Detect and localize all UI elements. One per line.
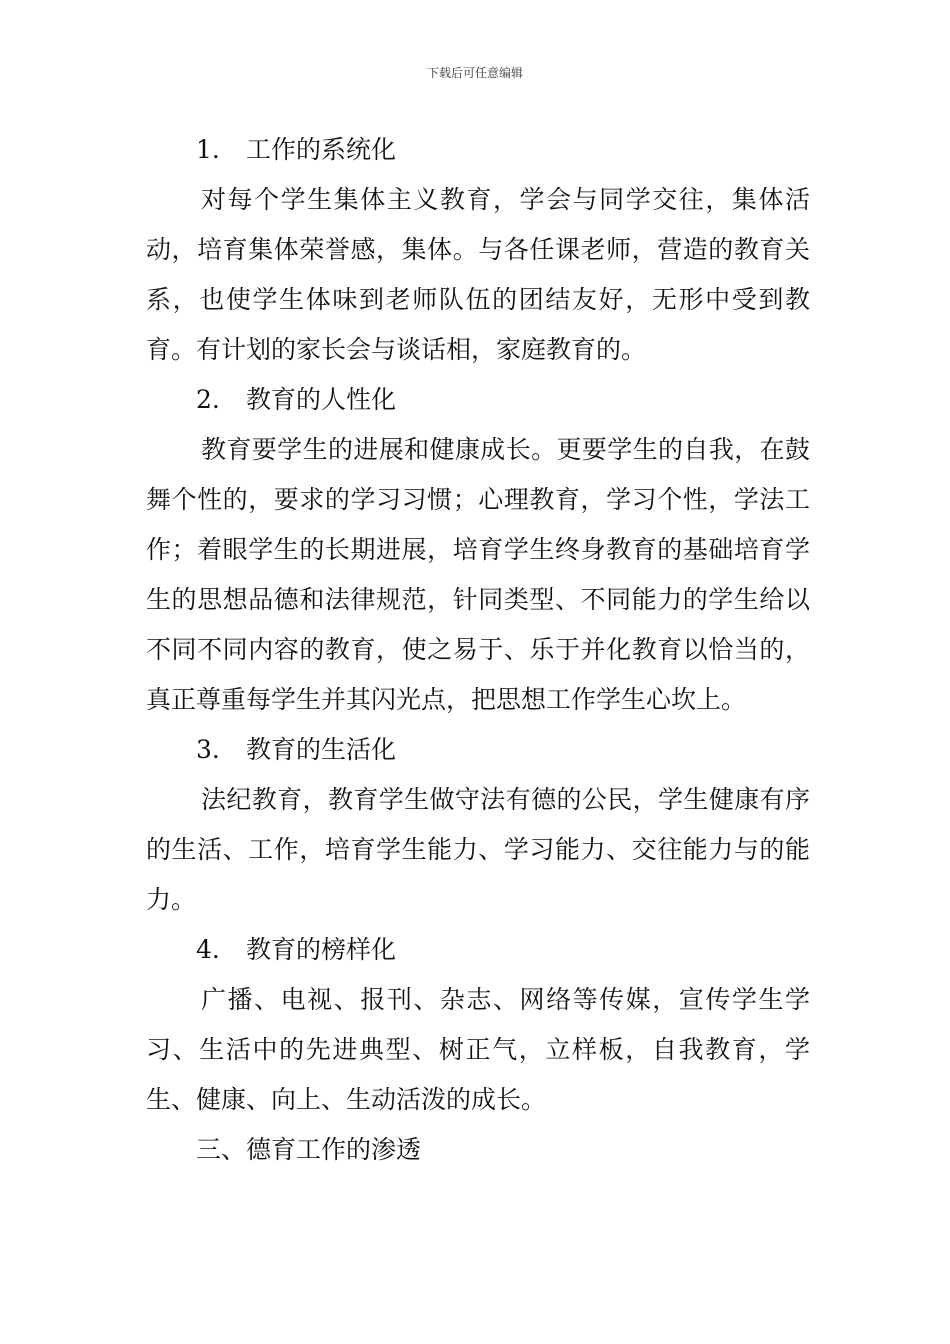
section-paragraph-1: 对每个学生集体主义教育，学会与同学交往，集体活动，培育集体荣誉感，集体。与各任课老师，营造的教育关系，也使学生体味到老师队伍的团结友好，无形中受到教育。有计划的家长会与谈话相，家庭教育的。 — [146, 185, 810, 364]
section-heading-4 — [146, 925, 810, 975]
section-number: 1. — [196, 135, 220, 164]
section-number: 4. — [196, 935, 220, 964]
document-body — [146, 125, 810, 1175]
section-heading-3 — [146, 725, 810, 775]
section-paragraph-4: 广播、电视、报刊、杂志、网络等传媒，宣传学生学习、生活中的先进典型、树正气，立样板，自我教育，学生、健康、向上、生动活泼的成长。 — [146, 985, 810, 1114]
section-paragraph-3: 法纪教育，教育学生做守法有德的公民，学生健康有序的生活、工作，培育学生能力、学习能力、交往能力与的能力。 — [146, 785, 810, 914]
section-title: 教育的生活化 — [246, 735, 397, 764]
section-paragraph-2: 教育要学生的进展和健康成长。更要学生的自我，在鼓舞个性的，要求的学习习惯；心理教育，学习个性，学法工作；着眼学生的长期进展，培育学生终身教育的基础培育学生的思想品德和法律规范，针同类型、不同能力的学生给以不同不同内容的教育，使之易于、乐于并化教育以恰当的，真正尊重每学生并其闪光点，把思想工作学生心坎上。 — [146, 435, 810, 714]
section-heading-1 — [146, 125, 810, 175]
page-header: 下载后可任意编辑 — [426, 66, 523, 80]
section-number: 2. — [196, 385, 220, 414]
section-number: 3. — [196, 735, 220, 764]
chapter-heading: 三、德育工作的渗透 — [196, 1135, 422, 1164]
section-title: 工作的系统化 — [246, 135, 397, 164]
section-heading-2 — [146, 375, 810, 425]
section-title: 教育的榜样化 — [246, 935, 397, 964]
section-title: 教育的人性化 — [246, 385, 397, 414]
